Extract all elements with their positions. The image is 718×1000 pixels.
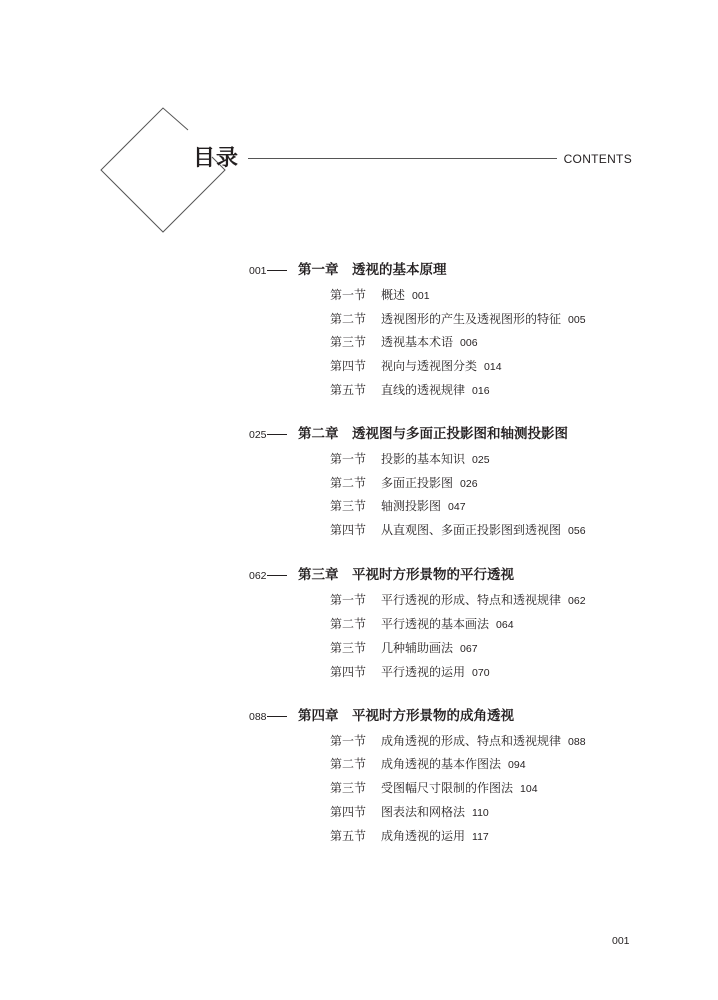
- chapter-page-number: 088: [249, 711, 267, 723]
- contents-label: CONTENTS: [563, 152, 632, 166]
- chapter-page-number: 062: [249, 570, 267, 582]
- section-title: 成角透视的形成、特点和透视规律: [381, 734, 562, 748]
- chapter-leader-dash: [267, 716, 287, 717]
- section-label: 第一节: [330, 734, 367, 748]
- chapter-title: 平视时方形景物的平行透视: [352, 567, 514, 583]
- chapter-leader-dash: [267, 575, 287, 576]
- section-entry: [381, 357, 502, 376]
- section-label: 第二节: [330, 757, 367, 771]
- section-entry: [381, 286, 430, 305]
- section-label: 第三节: [330, 335, 367, 349]
- section-entry: [381, 591, 586, 610]
- section-title: 成角透视的基本作图法: [381, 757, 502, 771]
- section-page-number: 104: [520, 783, 538, 795]
- section-title: 图表法和网格法: [381, 805, 466, 819]
- section-page-number: 005: [568, 314, 586, 326]
- section-page-number: 067: [460, 643, 478, 655]
- section-title: 受图幅尺寸限制的作图法: [381, 781, 514, 795]
- section-page-number: 006: [460, 337, 478, 349]
- section-page-number: 001: [412, 290, 430, 302]
- chapter-label: 第二章: [298, 426, 339, 442]
- footer-page-number: 001: [612, 935, 630, 947]
- section-page-number: 014: [484, 361, 502, 373]
- section-label: 第四节: [330, 805, 367, 819]
- chapter-title: 透视的基本原理: [352, 262, 447, 278]
- chapter-label: 第四章: [298, 708, 339, 724]
- section-page-number: 062: [568, 595, 586, 607]
- section-title: 从直观图、多面正投影图到透视图: [381, 523, 562, 537]
- section-title: 成角透视的运用: [381, 829, 466, 843]
- section-entry: [381, 474, 478, 493]
- section-entry: [381, 779, 538, 798]
- section-page-number: 070: [472, 667, 490, 679]
- section-title: 透视基本术语: [381, 335, 454, 349]
- section-label: 第二节: [330, 617, 367, 631]
- section-entry: [381, 333, 478, 352]
- chapter-label: 第三章: [298, 567, 339, 583]
- section-page-number: 025: [472, 454, 490, 466]
- section-label: 第一节: [330, 593, 367, 607]
- section-label: 第三节: [330, 641, 367, 655]
- section-entry: [381, 450, 490, 469]
- chapter-label: 第一章: [298, 262, 339, 278]
- section-page-number: 094: [508, 759, 526, 771]
- section-title: 投影的基本知识: [381, 452, 466, 466]
- section-entry: [381, 732, 586, 751]
- section-label: 第四节: [330, 359, 367, 373]
- section-entry: [381, 827, 489, 846]
- chapter-page-number: 001: [249, 265, 267, 277]
- section-label: 第一节: [330, 288, 367, 302]
- section-title: 视向与透视图分类: [381, 359, 478, 373]
- section-label: 第三节: [330, 781, 367, 795]
- section-page-number: 026: [460, 478, 478, 490]
- section-entry: [381, 663, 490, 682]
- section-label: 第一节: [330, 452, 367, 466]
- section-label: 第五节: [330, 829, 367, 843]
- section-title: 平行透视的形成、特点和透视规律: [381, 593, 562, 607]
- toc-title: 目录: [193, 146, 240, 171]
- section-page-number: 064: [496, 619, 514, 631]
- section-entry: [381, 521, 586, 540]
- section-label: 第二节: [330, 476, 367, 490]
- section-entry: [381, 310, 586, 329]
- section-page-number: 016: [472, 385, 490, 397]
- section-page-number: 056: [568, 525, 586, 537]
- section-label: 第五节: [330, 383, 367, 397]
- section-title: 概述: [381, 288, 406, 302]
- chapter-title: 平视时方形景物的成角透视: [352, 708, 514, 724]
- section-entry: [381, 803, 489, 822]
- section-title: 几种辅助画法: [381, 641, 454, 655]
- section-label: 第二节: [330, 312, 367, 326]
- section-entry: [381, 381, 490, 400]
- section-page-number: 047: [448, 501, 466, 513]
- section-title: 透视图形的产生及透视图形的特征: [381, 312, 562, 326]
- section-title: 平行透视的基本画法: [381, 617, 490, 631]
- section-entry: [381, 497, 466, 516]
- title-divider-rule: [248, 158, 557, 159]
- chapter-leader-dash: [267, 270, 287, 271]
- section-label: 第四节: [330, 665, 367, 679]
- chapter-title: 透视图与多面正投影图和轴测投影图: [352, 426, 568, 442]
- section-entry: [381, 755, 526, 774]
- section-page-number: 088: [568, 736, 586, 748]
- section-entry: [381, 615, 514, 634]
- section-entry: [381, 639, 478, 658]
- chapter-leader-dash: [267, 434, 287, 435]
- section-title: 直线的透视规律: [381, 383, 466, 397]
- chapter-page-number: 025: [249, 429, 267, 441]
- section-title: 轴测投影图: [381, 499, 442, 513]
- section-label: 第三节: [330, 499, 367, 513]
- section-label: 第四节: [330, 523, 367, 537]
- section-title: 多面正投影图: [381, 476, 454, 490]
- section-title: 平行透视的运用: [381, 665, 466, 679]
- section-page-number: 110: [472, 807, 489, 819]
- section-page-number: 117: [472, 831, 489, 843]
